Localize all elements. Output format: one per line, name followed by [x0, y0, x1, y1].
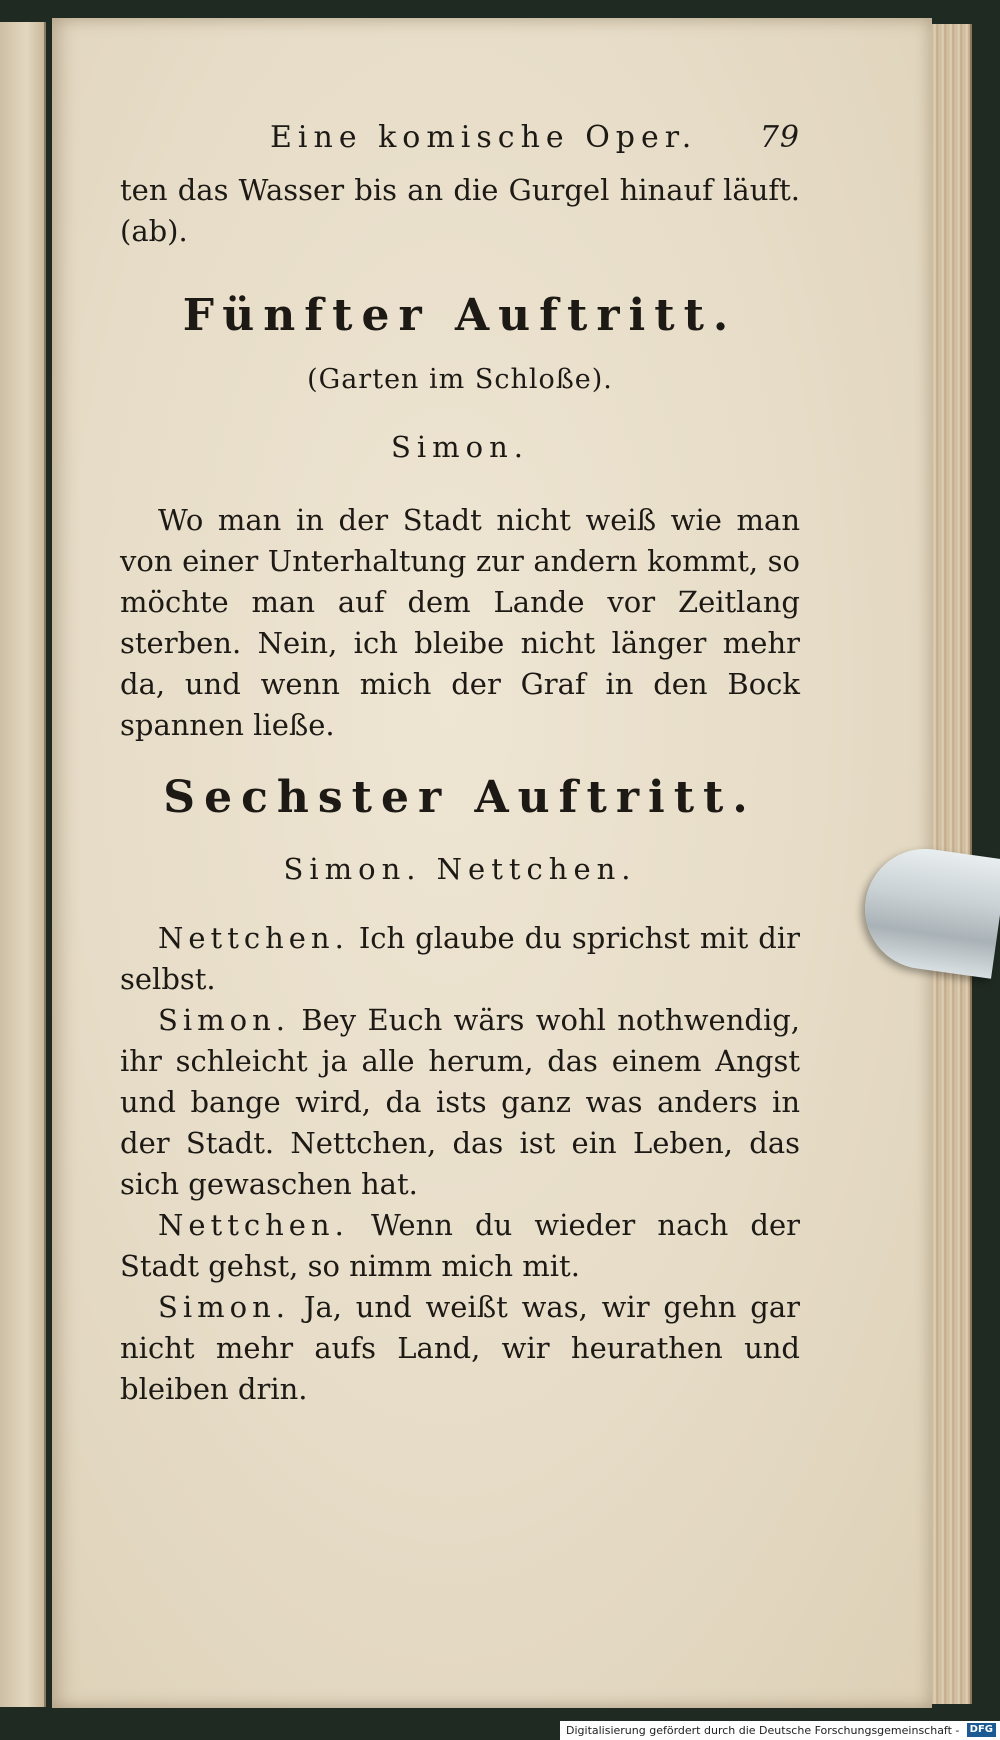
dialogue-line	[120, 1000, 800, 1205]
previous-page-edge	[0, 22, 46, 1707]
continuation-paragraph: ten das Wasser bis an die Gurgel hinauf läuft. (ab).	[120, 173, 800, 248]
dialogue-line	[120, 1205, 800, 1287]
dialogue-line	[120, 918, 800, 1000]
dialogue-line	[120, 1287, 800, 1410]
digitization-credit	[560, 1721, 1000, 1740]
scene-5-monologue: Wo man in der Stadt nicht weiß wie man von einer Unterhaltung zur andern kommt, so möchte man auf dem Lande vor Zeitlang sterben. Nein, ich bleibe nicht länger mehr da, und wenn mich der Graf in den Bock spannen ließe.	[120, 503, 800, 742]
scene-setting: (Garten im Schloße).	[307, 364, 613, 395]
dialogue-text: Ja, und weißt was, wir gehn gar nicht mehr aufs Land, wir heurathen und bleiben drin.	[120, 1290, 800, 1406]
dialogue-speaker: Nettchen.	[158, 1208, 349, 1242]
scene-characters: Simon. Nettchen.	[283, 852, 637, 886]
page-text	[120, 110, 800, 1410]
dialogue-text: Wenn du wieder nach der Stadt gehst, so nimm mich mit.	[120, 1208, 801, 1283]
running-head	[120, 110, 800, 170]
dialogue-speaker: Simon.	[158, 1290, 290, 1324]
dialogue-speaker: Simon.	[158, 1003, 290, 1037]
scene-speaker: Simon.	[391, 430, 529, 464]
dialogue-text: Bey Euch wärs wohl nothwendig, ihr schleicht ja alle herum, das einem Angst und bange wird, da ists ganz was anders in der Stadt. Nettchen, das ist ein Leben, das sich gewaschen hat.	[120, 1003, 801, 1201]
scene-title-5: Fünfter Auftritt.	[182, 290, 738, 341]
credit-text: Digitalisierung gefördert durch die Deutsche Forschungsgemeinschaft -	[566, 1724, 960, 1737]
page-number: 79	[759, 120, 800, 155]
dialogue-speaker: Nettchen.	[158, 921, 349, 955]
dfg-logo: DFG	[967, 1723, 996, 1737]
running-title: Eine komische Oper.	[270, 120, 698, 155]
scene-title-6: Sechster Auftritt.	[163, 772, 757, 823]
dialogue-text: Ich glaube du sprichst mit dir selbst.	[120, 921, 800, 996]
